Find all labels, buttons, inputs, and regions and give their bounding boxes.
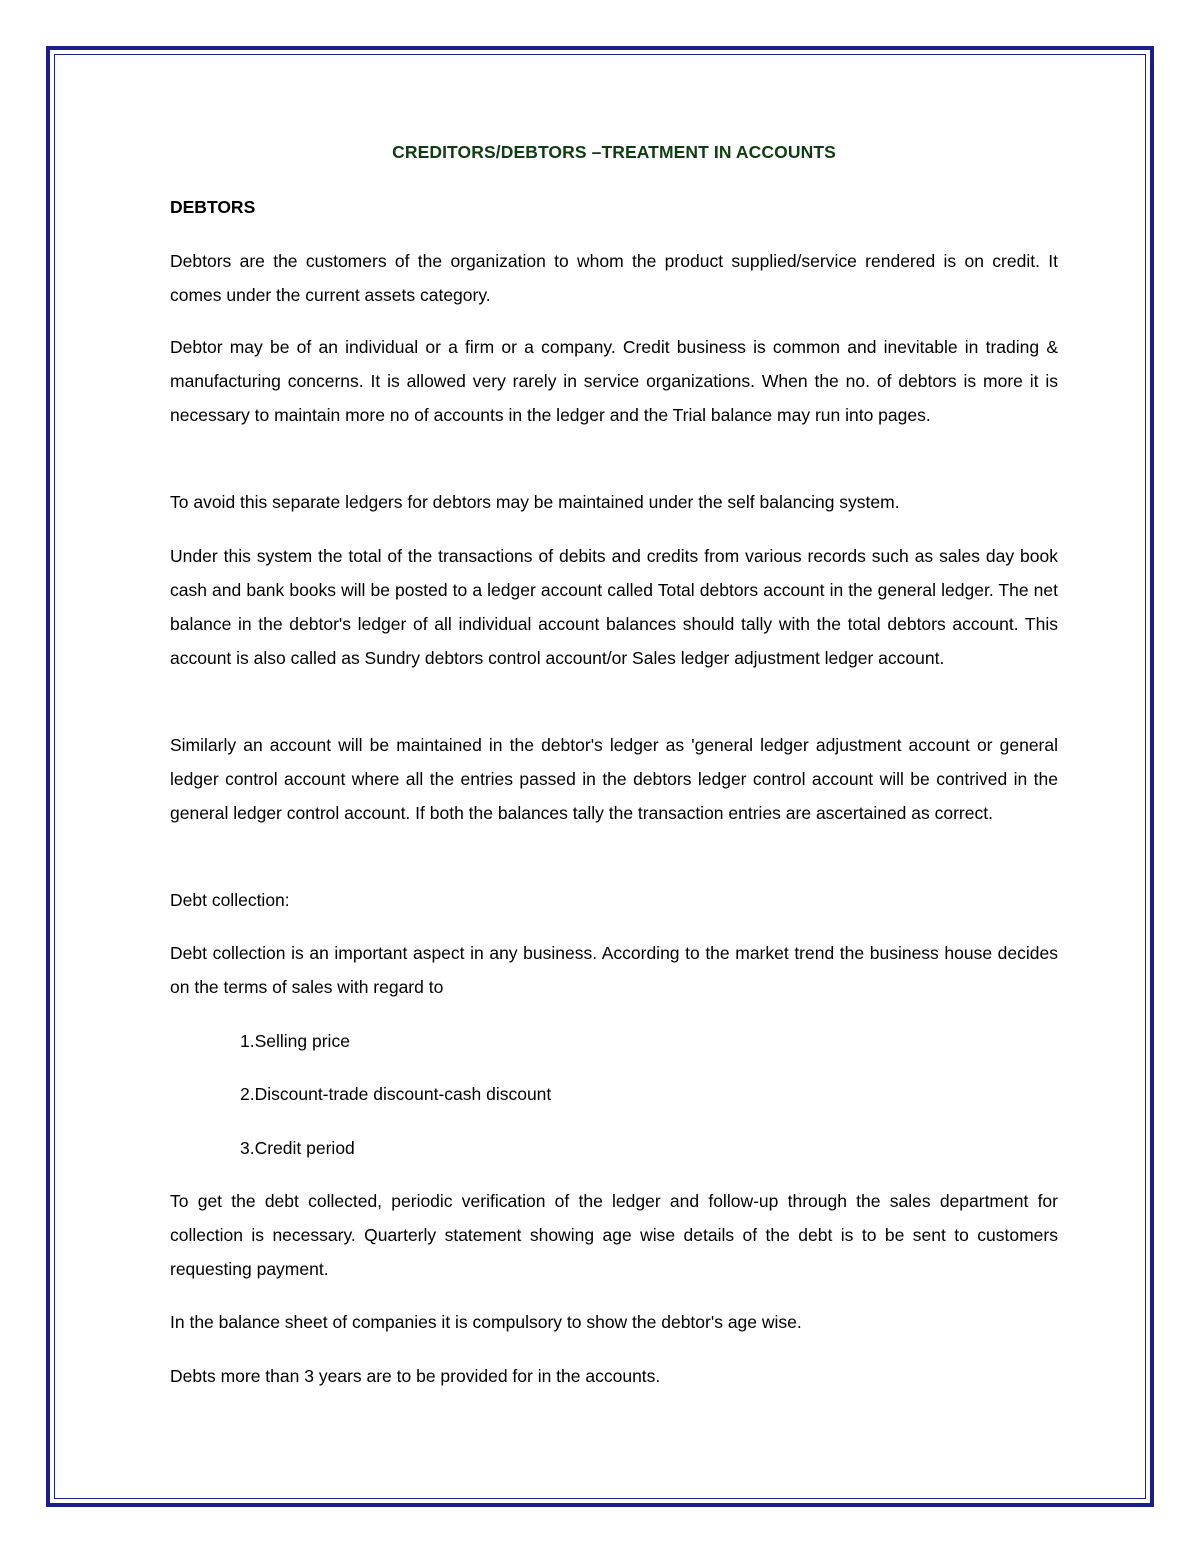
document-title: CREDITORS/DEBTORS –TREATMENT IN ACCOUNTS (392, 142, 836, 162)
paragraph-balance-sheet: In the balance sheet of companies it is compulsory to show the debtor's age wise. (170, 1312, 802, 1332)
paragraph-debt-collection: Debt collection is an important aspect in any business. According to the market trend the business house decides on the terms of sales with regard to (170, 943, 1058, 997)
paragraph-debtors-definition: Debtors are the customers of the organization to whom the product supplied/service rendered is on credit. It comes under the current assets category. (170, 251, 1058, 305)
paragraph-provision: Debts more than 3 years are to be provided for in the accounts. (170, 1366, 661, 1386)
paragraph-self-balancing: Under this system the total of the transactions of debits and credits from various records such as sales day book cash and bank books will be posted to a ledger account called Total debtors account in the general ledger. The net balance in the debtor's ledger of all individual account balances should tally with the total debtors account. This account is also called as Sundry debtors control account/or Sales ledger adjustment ledger account. (170, 546, 1058, 668)
section-heading: DEBTORS (170, 197, 256, 217)
list-item: 3.Credit period (240, 1138, 355, 1158)
paragraph-debt-collection-heading: Debt collection: (170, 890, 290, 910)
paragraph-periodic-verification: To get the debt collected, periodic verification of the ledger and follow-up through the sales department for collection is necessary. Quarterly statement showing age wise details of the debt is to be sent to customers requesting payment. (170, 1191, 1058, 1279)
paragraph-control-account: Similarly an account will be maintained in the debtor's ledger as 'general ledger adjustment account or general ledger control account where all the entries passed in the debtors ledger control account will be contrived in the general ledger control account. If both the balances tally the transaction entries are ascertained as correct. (170, 735, 1058, 823)
paragraph-debtor-types: Debtor may be of an individual or a firm or a company. Credit business is common and inevitable in trading & manufacturing concerns. It is allowed very rarely in service organizations. When the no. of debtors is more it is necessary to maintain more no of accounts in the ledger and the Trial balance may run into pages. (170, 337, 1058, 425)
list-item: 1.Selling price (240, 1031, 350, 1051)
paragraph-separate-ledgers: To avoid this separate ledgers for debtors may be maintained under the self balancing system. (170, 492, 900, 512)
list-item: 2.Discount-trade discount-cash discount (240, 1084, 552, 1104)
